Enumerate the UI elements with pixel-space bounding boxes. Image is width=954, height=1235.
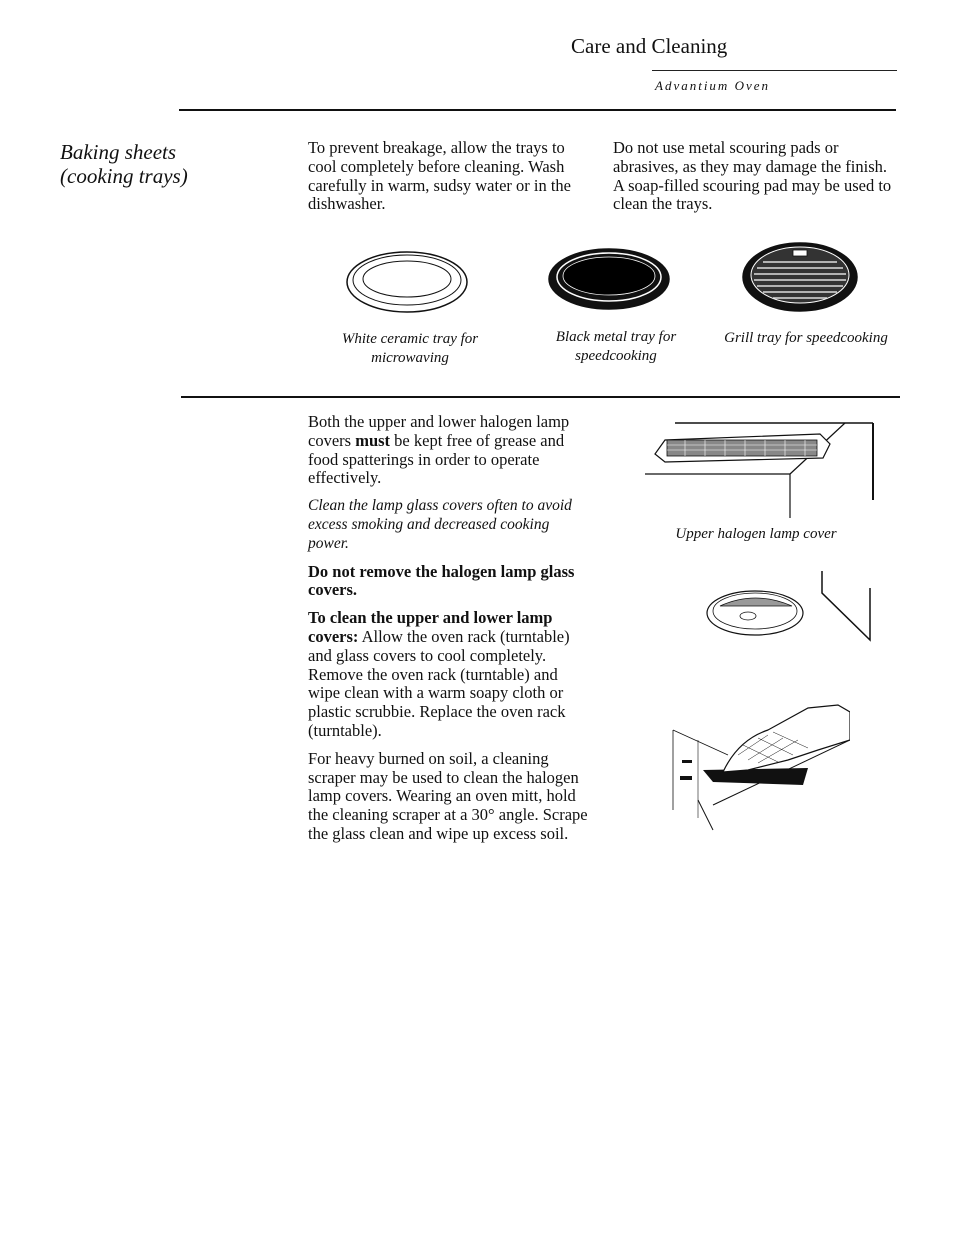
paragraph: To prevent breakage, allow the trays to cool completely before cleaning. Wash carefully in warm, sudsy water or in the dishwasher. <box>308 138 572 214</box>
section-heading-baking-sheets <box>60 140 188 188</box>
caption-line: speedcooking <box>575 348 657 364</box>
page-title: Care and Cleaning <box>571 34 728 58</box>
grill-tray-illustration <box>741 240 861 314</box>
section-divider <box>181 396 900 398</box>
subtitle-rule <box>652 70 897 71</box>
lower-lamp-cover-illustration <box>700 568 875 643</box>
baking-paragraph-2 <box>613 139 898 223</box>
oven-mitt-scraper-illustration <box>668 700 850 835</box>
caption-line: Grill tray for speedcooking <box>724 330 888 346</box>
upper-lamp-caption: Upper halogen lamp cover <box>675 526 837 542</box>
halogen-warning: Do not remove the halogen lamp glass covers. <box>308 561 575 600</box>
header-divider <box>179 109 896 111</box>
page-subtitle: Advantium Oven <box>655 78 771 93</box>
caption-line: White ceramic tray for <box>341 331 479 347</box>
tray-caption-white <box>325 330 495 368</box>
halogen-paragraph-5: For heavy burned on soil, a cleaning scraper may be used to clean the halogen lamp covers. Wearing an oven mitt, hold the cleaning scraper at a 30° angle. Scrape the glass clean and wipe up excess soil. <box>308 748 588 843</box>
halogen-paragraph-2: Clean the lamp glass covers often to avoid excess smoking and decreased cooking power. <box>308 497 572 552</box>
heading-line: Baking sheets <box>60 140 177 164</box>
caption-line: Black metal tray for <box>555 329 677 345</box>
white-ceramic-tray-illustration <box>345 250 471 316</box>
tray-caption-grill <box>712 329 900 348</box>
caption-line: microwaving <box>371 350 449 366</box>
halogen-text-column <box>308 413 592 853</box>
halogen-paragraph-1: Both the upper and lower halogen lamp covers must be kept free of grease and food spatterings in order to operate effectively. <box>308 412 570 488</box>
black-metal-tray-illustration <box>547 247 673 313</box>
halogen-paragraph-4: To clean the upper and lower lamp covers: Allow the oven rack (turntable) and glass covers to cool completely. Remove the oven rack (turntable) and wipe clean with a warm soapy cloth or plastic scrubbie. Replace the oven rack (turntable). <box>308 608 570 740</box>
upper-lamp-cover-illustration <box>645 418 880 523</box>
heading-line: (cooking trays) <box>60 164 188 188</box>
baking-paragraph-1 <box>308 139 588 223</box>
tray-caption-black <box>535 328 697 366</box>
paragraph: Do not use metal scouring pads or abrasives, as they may damage the finish. A soap-filled scouring pad may be used to clean the trays. <box>613 138 892 214</box>
